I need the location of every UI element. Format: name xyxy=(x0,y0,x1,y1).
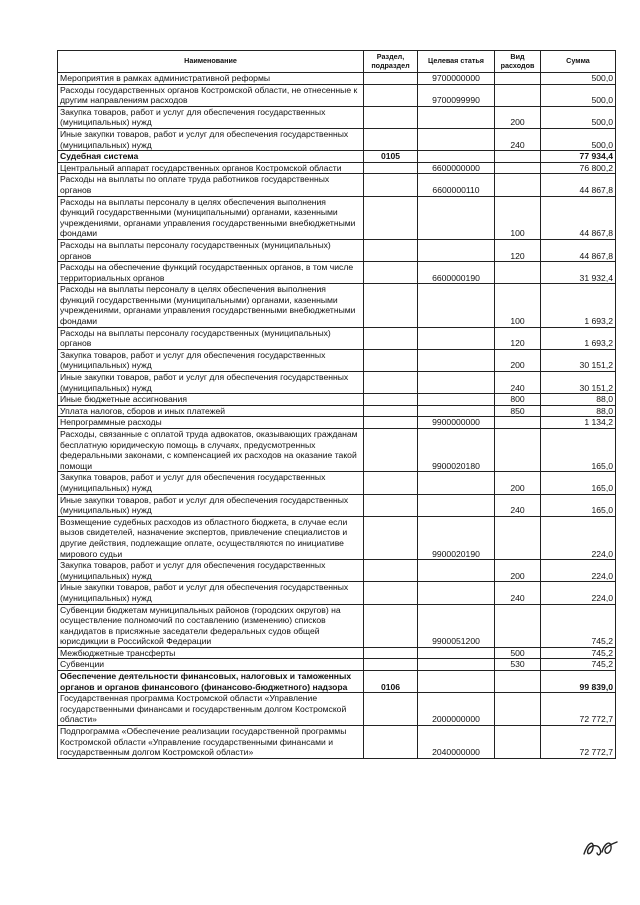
row-sum-cell: 224,0 xyxy=(541,516,616,559)
row-name-cell: Межбюджетные трансферты xyxy=(58,647,364,659)
row-sum-cell: 745,2 xyxy=(541,659,616,671)
row-sum-cell: 165,0 xyxy=(541,472,616,494)
row-section-cell xyxy=(364,196,418,239)
row-target-cell: 9900020190 xyxy=(418,516,495,559)
table-row xyxy=(58,73,616,85)
table-row xyxy=(58,174,616,196)
row-type-cell: 240 xyxy=(495,494,541,516)
row-target-cell xyxy=(418,671,495,693)
row-name-cell: Субвенции бюджетам муниципальных районов (городских округов) на осуществление полномочий по составлению (изменению) списков кандидатов в присяжные заседатели федеральных судов общей юрисдикции в Российской Федерации xyxy=(58,604,364,647)
header-target: Целевая статья xyxy=(418,51,495,73)
row-name-cell: Центральный аппарат государственных органов Костромской области xyxy=(58,162,364,174)
table-row xyxy=(58,162,616,174)
budget-table-page xyxy=(57,50,615,759)
row-section-cell xyxy=(364,372,418,394)
row-name-cell: Расходы на обеспечение функций государственных органов, в том числе территориальных органов xyxy=(58,262,364,284)
table-row xyxy=(58,262,616,284)
row-target-cell xyxy=(418,327,495,349)
row-sum-cell: 500,0 xyxy=(541,84,616,106)
table-row xyxy=(58,429,616,472)
row-sum-cell: 88,0 xyxy=(541,405,616,417)
row-name-cell: Уплата налогов, сборов и иных платежей xyxy=(58,405,364,417)
row-target-cell xyxy=(418,472,495,494)
row-sum-cell: 30 151,2 xyxy=(541,349,616,371)
row-section-cell xyxy=(364,239,418,261)
row-type-cell: 200 xyxy=(495,472,541,494)
row-target-cell xyxy=(418,128,495,150)
row-name-cell: Подпрограмма «Обеспечение реализации государственной программы Костромской области «Управление государственными финансами и государственным долгом Костромской области» xyxy=(58,726,364,759)
row-type-cell: 240 xyxy=(495,372,541,394)
row-target-cell xyxy=(418,582,495,604)
row-sum-cell: 1 693,2 xyxy=(541,327,616,349)
row-section-cell xyxy=(364,494,418,516)
row-type-cell xyxy=(495,73,541,85)
row-name-cell: Возмещение судебных расходов из областного бюджета, в случае если вызов свидетелей, назначение экспертов, привлечение специалистов и другие действия, подлежащие оплате, осуществляются по инициативе мирового судьи xyxy=(58,516,364,559)
row-sum-cell: 224,0 xyxy=(541,582,616,604)
row-target-cell: 9900020180 xyxy=(418,429,495,472)
row-target-cell xyxy=(418,239,495,261)
row-section-cell xyxy=(364,349,418,371)
row-section-cell xyxy=(364,429,418,472)
row-section-cell xyxy=(364,327,418,349)
row-section-cell xyxy=(364,560,418,582)
row-sum-cell: 165,0 xyxy=(541,494,616,516)
row-name-cell: Расходы на выплаты персоналу в целях обеспечения выполнения функций государственными (муниципальными) органами, казенными учреждениями, органами управления государственными внебюджетными фондами xyxy=(58,196,364,239)
row-type-cell: 200 xyxy=(495,349,541,371)
row-type-cell xyxy=(495,516,541,559)
row-section-cell xyxy=(364,417,418,429)
table-row xyxy=(58,106,616,128)
row-sum-cell: 88,0 xyxy=(541,394,616,406)
row-sum-cell: 76 800,2 xyxy=(541,162,616,174)
row-type-cell xyxy=(495,726,541,759)
row-name-cell: Расходы на выплаты персоналу государственных (муниципальных) органов xyxy=(58,327,364,349)
row-name-cell: Закупка товаров, работ и услуг для обеспечения государственных (муниципальных) нужд xyxy=(58,106,364,128)
row-section-cell xyxy=(364,659,418,671)
row-target-cell xyxy=(418,560,495,582)
row-name-cell: Иные закупки товаров, работ и услуг для обеспечения государственных (муниципальных) нужд xyxy=(58,128,364,150)
row-sum-cell: 77 934,4 xyxy=(541,151,616,163)
row-name-cell: Расходы на выплаты персоналу в целях обеспечения выполнения функций государственными (муниципальными) органами, казенными учреждениями, органами управления государственными внебюджетными фондами xyxy=(58,284,364,327)
row-section-cell xyxy=(364,106,418,128)
row-target-cell: 9700000000 xyxy=(418,73,495,85)
table-row xyxy=(58,151,616,163)
row-sum-cell: 500,0 xyxy=(541,73,616,85)
row-name-cell: Закупка товаров, работ и услуг для обеспечения государственных (муниципальных) нужд xyxy=(58,472,364,494)
row-section-cell xyxy=(364,405,418,417)
row-section-cell xyxy=(364,693,418,726)
row-type-cell xyxy=(495,84,541,106)
table-row xyxy=(58,671,616,693)
row-section-cell xyxy=(364,647,418,659)
row-sum-cell: 31 932,4 xyxy=(541,262,616,284)
row-target-cell xyxy=(418,394,495,406)
table-row xyxy=(58,693,616,726)
table-row xyxy=(58,659,616,671)
row-sum-cell: 745,2 xyxy=(541,604,616,647)
row-sum-cell: 72 772,7 xyxy=(541,726,616,759)
row-type-cell: 200 xyxy=(495,106,541,128)
row-name-cell: Государственная программа Костромской области «Управление государственными финансами и государственным долгом Костромской области» xyxy=(58,693,364,726)
row-sum-cell: 44 867,8 xyxy=(541,174,616,196)
row-target-cell xyxy=(418,372,495,394)
row-type-cell: 500 xyxy=(495,647,541,659)
row-name-cell: Иные закупки товаров, работ и услуг для обеспечения государственных (муниципальных) нужд xyxy=(58,494,364,516)
table-row xyxy=(58,604,616,647)
row-type-cell xyxy=(495,604,541,647)
table-row xyxy=(58,726,616,759)
row-type-cell: 200 xyxy=(495,560,541,582)
table-row xyxy=(58,327,616,349)
row-target-cell: 9700099990 xyxy=(418,84,495,106)
row-target-cell xyxy=(418,349,495,371)
row-target-cell xyxy=(418,405,495,417)
table-header-row xyxy=(58,51,616,73)
row-name-cell: Расходы на выплаты по оплате труда работников государственных органов xyxy=(58,174,364,196)
row-name-cell: Расходы, связанные с оплатой труда адвокатов, оказывающих гражданам бесплатную юридическую помощь в случаях, предусмотренных федеральными законами, с компенсацией их расходов на оказание такой помощи xyxy=(58,429,364,472)
row-name-cell: Расходы на выплаты персоналу государственных (муниципальных) органов xyxy=(58,239,364,261)
row-target-cell xyxy=(418,151,495,163)
header-type: Вид расходов xyxy=(495,51,541,73)
table-row xyxy=(58,494,616,516)
row-target-cell: 6600000110 xyxy=(418,174,495,196)
row-section-cell: 0105 xyxy=(364,151,418,163)
row-target-cell xyxy=(418,106,495,128)
row-section-cell xyxy=(364,472,418,494)
table-row xyxy=(58,647,616,659)
row-type-cell xyxy=(495,151,541,163)
row-name-cell: Субвенции xyxy=(58,659,364,671)
row-type-cell xyxy=(495,671,541,693)
table-body xyxy=(58,73,616,759)
row-section-cell xyxy=(364,73,418,85)
row-name-cell: Иные бюджетные ассигнования xyxy=(58,394,364,406)
row-section-cell xyxy=(364,394,418,406)
row-type-cell: 850 xyxy=(495,405,541,417)
table-row xyxy=(58,284,616,327)
row-name-cell: Судебная система xyxy=(58,151,364,163)
row-target-cell: 2040000000 xyxy=(418,726,495,759)
row-name-cell: Иные закупки товаров, работ и услуг для обеспечения государственных (муниципальных) нужд xyxy=(58,372,364,394)
row-name-cell: Иные закупки товаров, работ и услуг для обеспечения государственных (муниципальных) нужд xyxy=(58,582,364,604)
table-row xyxy=(58,472,616,494)
row-section-cell xyxy=(364,162,418,174)
row-name-cell: Непрограммные расходы xyxy=(58,417,364,429)
row-target-cell xyxy=(418,647,495,659)
row-name-cell: Мероприятия в рамках административной реформы xyxy=(58,73,364,85)
row-name-cell: Закупка товаров, работ и услуг для обеспечения государственных (муниципальных) нужд xyxy=(58,560,364,582)
table-row xyxy=(58,405,616,417)
table-row xyxy=(58,417,616,429)
row-sum-cell: 500,0 xyxy=(541,128,616,150)
row-type-cell: 530 xyxy=(495,659,541,671)
table-row xyxy=(58,372,616,394)
row-target-cell: 9900000000 xyxy=(418,417,495,429)
row-sum-cell: 99 839,0 xyxy=(541,671,616,693)
table-row xyxy=(58,516,616,559)
row-section-cell xyxy=(364,84,418,106)
row-type-cell xyxy=(495,262,541,284)
row-target-cell xyxy=(418,196,495,239)
row-type-cell: 100 xyxy=(495,284,541,327)
row-sum-cell: 44 867,8 xyxy=(541,239,616,261)
table-row xyxy=(58,84,616,106)
row-type-cell: 800 xyxy=(495,394,541,406)
row-name-cell: Закупка товаров, работ и услуг для обеспечения государственных (муниципальных) нужд xyxy=(58,349,364,371)
row-section-cell: 0106 xyxy=(364,671,418,693)
row-type-cell xyxy=(495,174,541,196)
row-section-cell xyxy=(364,604,418,647)
header-section: Раздел, подраздел xyxy=(364,51,418,73)
row-type-cell xyxy=(495,429,541,472)
table-row xyxy=(58,560,616,582)
row-section-cell xyxy=(364,726,418,759)
row-type-cell: 240 xyxy=(495,128,541,150)
row-sum-cell: 165,0 xyxy=(541,429,616,472)
row-section-cell xyxy=(364,174,418,196)
row-sum-cell: 30 151,2 xyxy=(541,372,616,394)
handwritten-page-mark xyxy=(580,834,620,862)
row-sum-cell: 1 693,2 xyxy=(541,284,616,327)
row-type-cell xyxy=(495,693,541,726)
row-name-cell: Расходы государственных органов Костромской области, не отнесенные к другим направлениям расходов xyxy=(58,84,364,106)
row-section-cell xyxy=(364,128,418,150)
table-row xyxy=(58,196,616,239)
row-section-cell xyxy=(364,516,418,559)
row-target-cell: 6600000190 xyxy=(418,262,495,284)
row-sum-cell: 500,0 xyxy=(541,106,616,128)
row-sum-cell: 72 772,7 xyxy=(541,693,616,726)
row-type-cell: 240 xyxy=(495,582,541,604)
row-type-cell xyxy=(495,162,541,174)
row-target-cell: 9900051200 xyxy=(418,604,495,647)
row-section-cell xyxy=(364,582,418,604)
table-row xyxy=(58,128,616,150)
row-name-cell: Обеспечение деятельности финансовых, налоговых и таможенных органов и органов финансового (финансово-бюджетного) надзора xyxy=(58,671,364,693)
table-row xyxy=(58,239,616,261)
row-target-cell: 6600000000 xyxy=(418,162,495,174)
row-target-cell xyxy=(418,284,495,327)
row-target-cell: 2000000000 xyxy=(418,693,495,726)
row-sum-cell: 745,2 xyxy=(541,647,616,659)
row-section-cell xyxy=(364,262,418,284)
header-sum: Сумма xyxy=(541,51,616,73)
table-row xyxy=(58,349,616,371)
row-sum-cell: 224,0 xyxy=(541,560,616,582)
row-type-cell: 100 xyxy=(495,196,541,239)
row-type-cell xyxy=(495,417,541,429)
table-row xyxy=(58,582,616,604)
row-sum-cell: 1 134,2 xyxy=(541,417,616,429)
row-section-cell xyxy=(364,284,418,327)
row-sum-cell: 44 867,8 xyxy=(541,196,616,239)
header-name: Наименование xyxy=(58,51,364,73)
row-type-cell: 120 xyxy=(495,327,541,349)
row-target-cell xyxy=(418,659,495,671)
budget-table xyxy=(57,50,616,759)
table-row xyxy=(58,394,616,406)
row-type-cell: 120 xyxy=(495,239,541,261)
row-target-cell xyxy=(418,494,495,516)
